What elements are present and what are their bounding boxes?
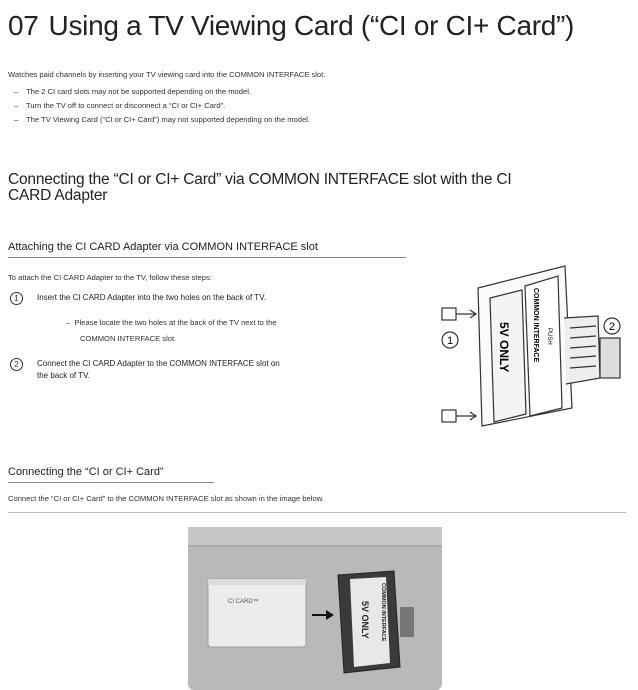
card-text: Connect the “CI or CI+ Card” to the COMMON INTERFACE slot as shown in the image below. (8, 494, 324, 503)
note-text: The 2 CI card slots may not be supported depending on the model. (26, 87, 251, 96)
step1-note (66, 318, 277, 327)
ci-card-label: CI CARD™ (228, 599, 259, 605)
step1-note-line: COMMON INTERFACE slot. (80, 334, 177, 343)
note-item (14, 115, 310, 129)
step2-text (37, 358, 280, 382)
diagram2-common-interface-label: COMMON INTERFACE (380, 583, 386, 642)
ci-card-edge (208, 579, 306, 585)
mount-hole-top (442, 308, 456, 320)
card-subheading-rule (8, 482, 214, 483)
diagram1-5v-label: 5V ONLY (497, 322, 511, 373)
ci-card (208, 579, 306, 647)
diagram1-push-label: PUSH (546, 328, 552, 345)
note-item (14, 101, 310, 115)
notes-list (14, 87, 310, 129)
note-text: The TV Viewing Card (“CI or CI+ Card”) may not supported depending on the model. (26, 115, 310, 124)
adapter-slot-frame (525, 276, 562, 416)
adapter-subheading: Attaching the CI CARD Adapter via COMMON INTERFACE slot (8, 241, 318, 253)
photo-top-edge (188, 545, 442, 547)
diagram1-common-interface-label: COMMON INTERFACE (532, 288, 539, 363)
mount-hole-bottom (442, 410, 456, 422)
note-dash: – (66, 318, 71, 327)
note-dash: – (14, 101, 19, 110)
step2-line: the back of TV. (37, 371, 90, 380)
photo-top-strip (188, 527, 442, 545)
step2-line: Connect the CI CARD Adapter to the COMMON INTERFACE slot on (37, 359, 280, 368)
intro-text: Watches paid channels by inserting your TV viewing card into the COMMON INTERFACE slot. (8, 70, 326, 79)
page-title (8, 10, 574, 42)
step1-note-line: Please locate the two holes at the back of the TV next to the (74, 318, 277, 327)
ci-adapter-diagram (430, 258, 630, 428)
adapter-subheading-rule (8, 257, 406, 258)
section-heading-line: CARD Adapter (8, 187, 108, 204)
step1-number: 1 (10, 292, 23, 305)
step1-text: Insert the CI CARD Adapter into the two holes on the back of TV. (37, 293, 267, 302)
note-item (14, 87, 310, 101)
section-divider (8, 512, 626, 513)
diagram2-5v-label: 5V ONLY (360, 601, 370, 639)
callout-1-label: 1 (446, 335, 454, 347)
card-subheading: Connecting the “CI or CI+ Card” (8, 466, 164, 478)
step2-number: 2 (10, 358, 23, 371)
tv-slot (600, 338, 620, 378)
chapter-title: Using a TV Viewing Card (“CI or CI+ Card”) (48, 10, 575, 41)
adapter-lead: To attach the CI CARD Adapter to the TV, follow these steps: (8, 273, 212, 282)
note-dash: – (14, 115, 19, 124)
ci-card-insertion-diagram (188, 527, 442, 690)
chapter-number: 07 (8, 10, 39, 41)
adapter-connector (400, 607, 414, 637)
section-heading-line: Connecting the “CI or CI+ Card” via COMMON INTERFACE slot with the CI (8, 171, 512, 188)
section-heading (8, 172, 608, 204)
note-dash: – (14, 87, 19, 96)
note-text: Turn the TV off to connect or disconnect a “CI or CI+ Card”. (26, 101, 226, 110)
callout-2-label: 2 (608, 321, 616, 333)
